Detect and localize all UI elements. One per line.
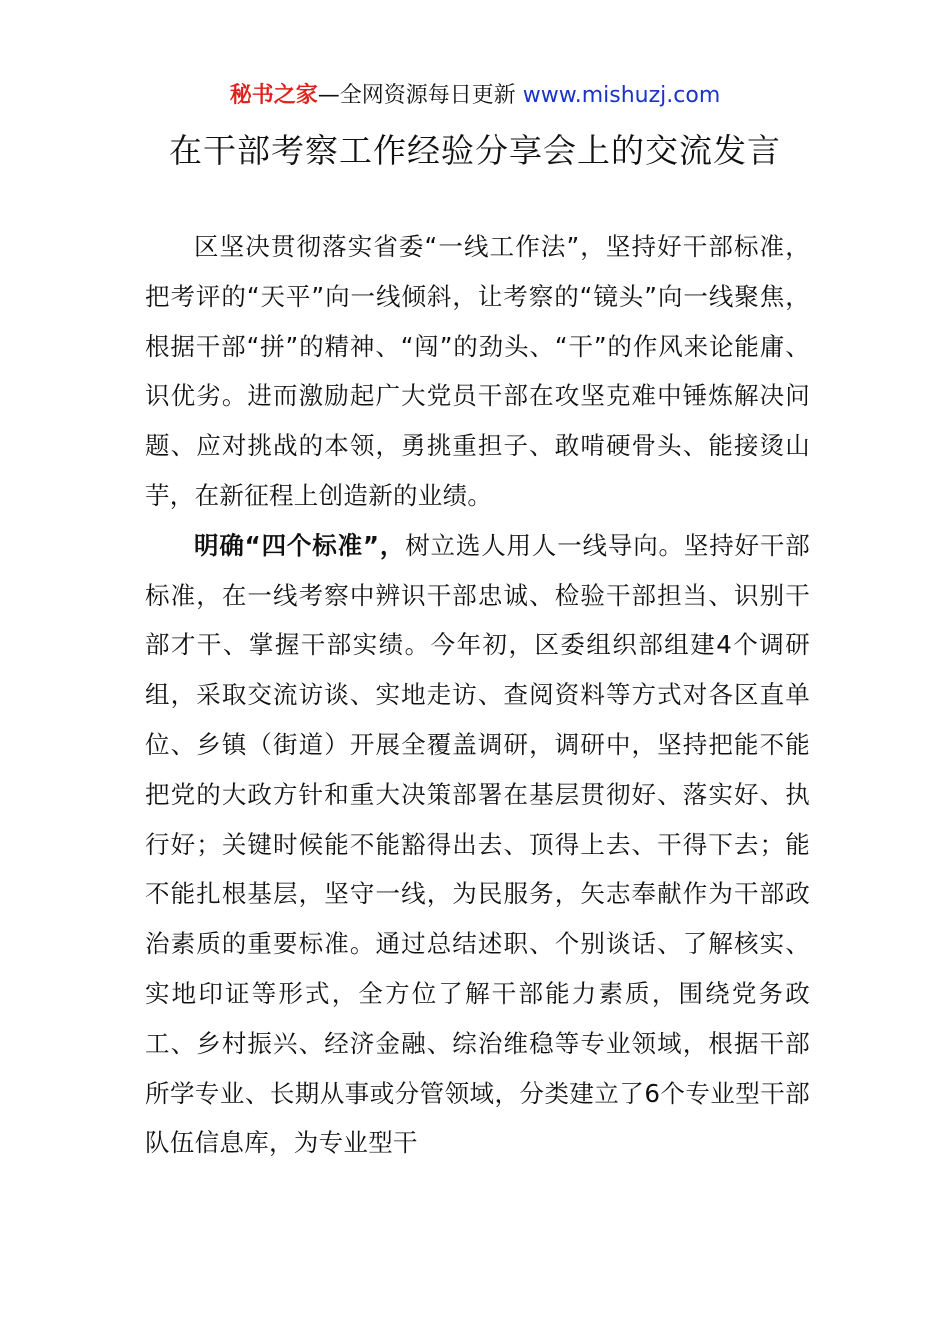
paragraph-1 xyxy=(145,222,810,521)
site-tagline: —全网资源每日更新 xyxy=(317,83,523,108)
document-title: 在干部考察工作经验分享会上的交流发言 xyxy=(169,131,781,170)
site-header xyxy=(0,80,950,112)
paragraph-2 xyxy=(145,521,810,1168)
brand-name: 秘书之家 xyxy=(229,83,318,108)
paragraph-1-text: 区坚决贯彻落实省委“一线工作法”，坚持好干部标准，把考评的“天平”向一线倾斜，让考察的“镜头”向一线聚焦，根据干部“拼”的精神、“闯”的劲头、“干”的作风来论能庸、识优劣。进而激励起广大党员干部在攻坚克难中锤炼解决问题、应对挑战的本领，勇挑重担子、敢啃硬骨头、能接烫山芋，在新征程上创造新的业绩。 xyxy=(145,232,810,510)
paragraph-2-lead: 明确“四个标准”， xyxy=(194,530,406,560)
document-body xyxy=(145,222,810,1168)
paragraph-2-text: 树立选人用人一线导向。坚持好干部标准，在一线考察中辨识干部忠诚、检验干部担当、识别干部才干、掌握干部实绩。今年初，区委组织部组建4个调研组，采取交流访谈、实地走访、查阅资料等方式对各区直单位、乡镇（街道）开展全覆盖调研，调研中，坚持把能不能把党的大政方针和重大决策部署在基层贯彻好、落实好、执行好；关键时候能不能豁得出去、顶得上去、干得下去；能不能扎根基层，坚守一线，为民服务，矢志奉献作为干部政治素质的重要标准。通过总结述职、个别谈话、了解核实、实地印证等形式，全方位了解干部能力素质，围绕党务政工、乡村振兴、经济金融、综治维稳等专业领域，根据干部所学专业、长期从事或分管领域，分类建立了6个专业型干部队伍信息库，为专业型干 xyxy=(145,530,810,1158)
site-url-link[interactable]: www.mishuzj.com xyxy=(522,83,721,108)
